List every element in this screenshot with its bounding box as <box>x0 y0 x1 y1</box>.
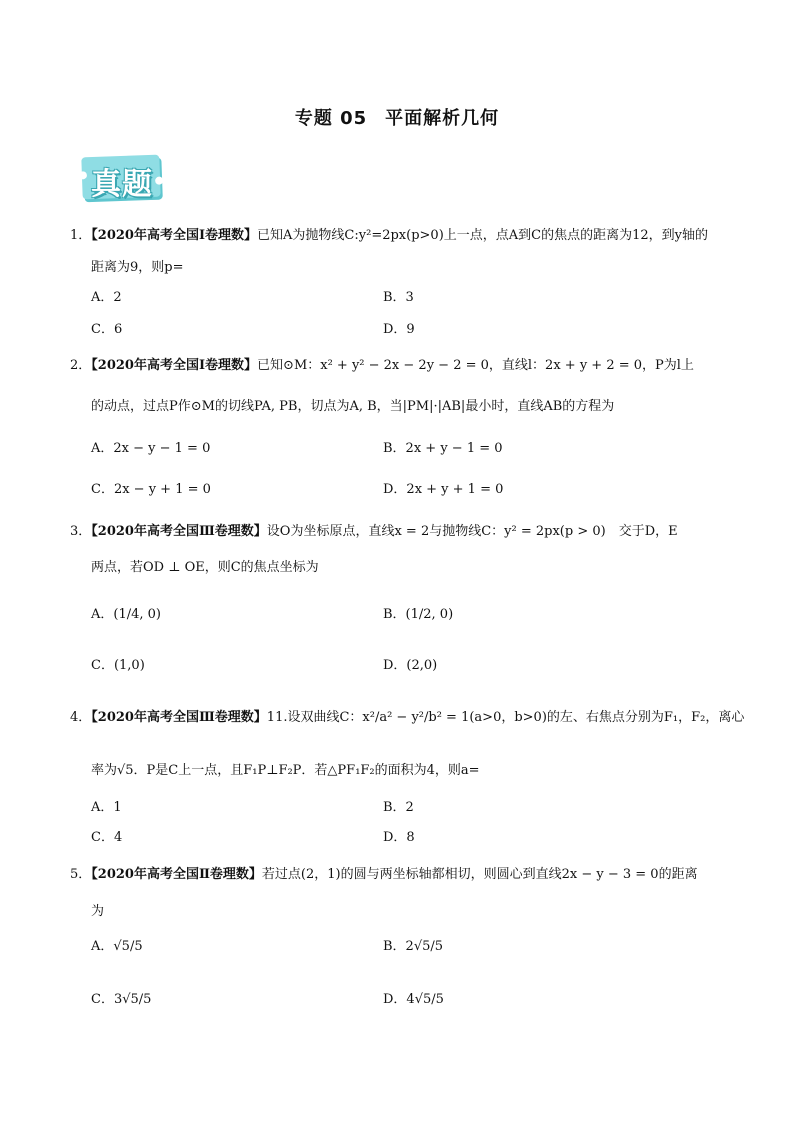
q5-option-d: D．4√5/5 <box>383 992 444 1007</box>
zhenti-badge <box>80 152 164 204</box>
q2-option-c: C．2x − y + 1 = 0 <box>91 482 211 497</box>
question-4-line-2: 率为√5．P是C上一点，且F₁P⊥F₂P．若△PF₁F₂的面积为4，则a= <box>91 763 480 778</box>
question-source: 【2020年高考全国Ⅲ卷理数】 <box>91 710 267 725</box>
question-text: 设O为坐标原点，直线x = 2与抛物线C：y² = 2px(p > 0) 交于D，E <box>266 524 678 539</box>
question-2-line-1 <box>70 357 694 375</box>
q3-option-b: B．(1/2, 0) <box>383 607 454 622</box>
q2-option-b: B．2x + y − 1 = 0 <box>383 441 503 456</box>
question-text: 已知⊙M：x² + y² − 2x − 2y − 2 = 0，直线l：2x + y + 2 = 0，P为l上 <box>257 358 694 373</box>
q5-option-a: A．√5/5 <box>91 939 143 954</box>
question-number: 4． <box>70 710 92 725</box>
q4-option-c: C．4 <box>91 830 123 845</box>
q1-option-c: C．6 <box>91 322 123 337</box>
question-5-line-2: 为 <box>91 904 105 919</box>
question-number: 2． <box>70 358 92 373</box>
question-source: 【2020年高考全国Ⅱ卷理数】 <box>91 867 262 882</box>
question-number: 3． <box>70 524 92 539</box>
question-text: 11.设双曲线C：x²/a² − y²/b² = 1(a>0，b>0)的左、右焦点分别为F₁，F₂，离心 <box>266 710 745 725</box>
q3-option-a: A．(1/4, 0) <box>91 607 161 622</box>
question-3-line-1 <box>70 523 678 541</box>
question-source: 【2020年高考全国Ⅰ卷理数】 <box>91 358 258 373</box>
question-number: 5． <box>70 867 92 882</box>
q4-option-b: B．2 <box>383 800 414 815</box>
q5-option-b: B．2√5/5 <box>383 939 444 954</box>
page-title-part2: 平面解析几何 <box>385 108 500 129</box>
q5-option-c: C．3√5/5 <box>91 992 152 1007</box>
q3-option-d: D．(2,0) <box>383 658 438 673</box>
page-title-part1: 专题 05 <box>294 108 368 129</box>
question-5-line-1 <box>70 866 698 884</box>
q1-option-b: B．3 <box>383 290 414 305</box>
q1-option-d: D．9 <box>383 322 415 337</box>
q3-option-c: C．(1,0) <box>91 658 145 673</box>
q4-option-a: A．1 <box>91 800 122 815</box>
question-1-line-1 <box>70 227 708 245</box>
question-source: 【2020年高考全国Ⅰ卷理数】 <box>91 228 258 243</box>
question-1-line-2: 距离为9，则p= <box>91 260 184 275</box>
question-text: 已知A为抛物线C:y²=2px(p>0)上一点，点A到C的焦点的距离为12，到y轴的 <box>257 228 708 243</box>
q4-option-d: D．8 <box>383 830 415 845</box>
question-2-line-2: 的动点，过点P作⊙M的切线PA, PB，切点为A, B，当|PM|·|AB|最小时，直线AB的方程为 <box>91 399 615 414</box>
q1-option-a: A．2 <box>91 290 122 305</box>
question-3-line-2: 两点，若OD ⊥ OE，则C的焦点坐标为 <box>91 560 319 575</box>
question-source: 【2020年高考全国Ⅲ卷理数】 <box>91 524 267 539</box>
q2-option-a: A．2x − y − 1 = 0 <box>91 441 211 456</box>
question-number: 1． <box>70 228 92 243</box>
page-title <box>0 104 794 130</box>
badge-text: 真题 <box>91 167 153 202</box>
q2-option-d: D．2x + y + 1 = 0 <box>383 482 504 497</box>
question-text: 若过点(2，1)的圆与两坐标轴都相切，则圆心到直线2x − y − 3 = 0的距离 <box>261 867 698 882</box>
question-4-line-1 <box>70 709 744 727</box>
